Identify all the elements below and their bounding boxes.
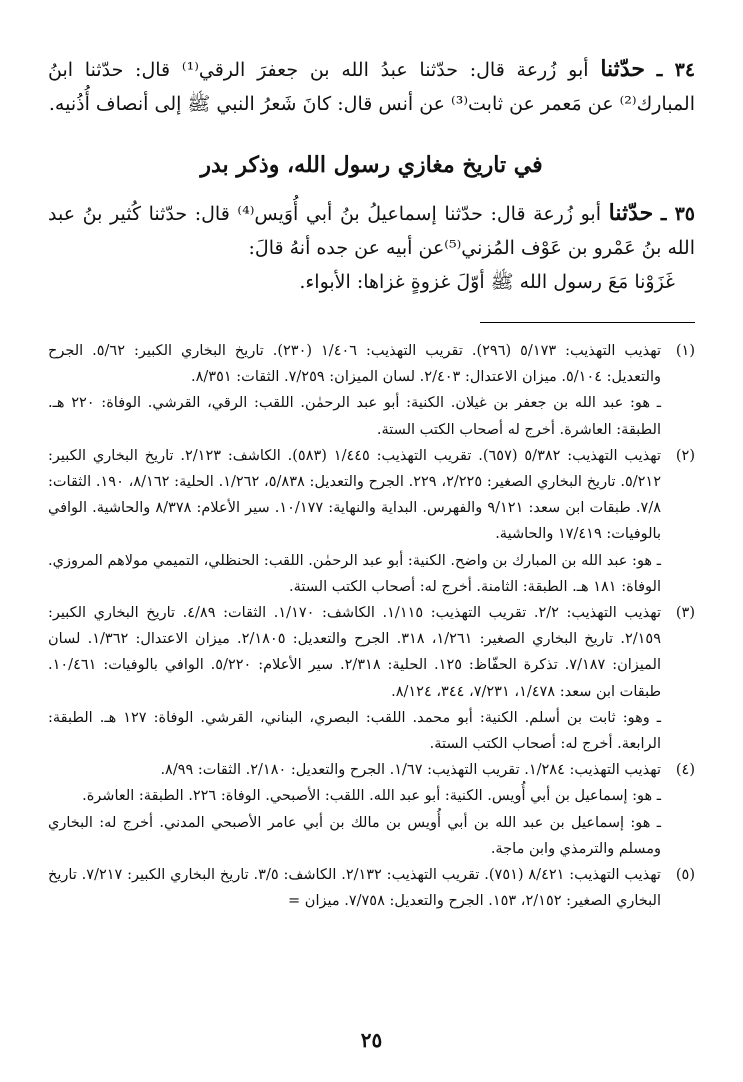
footnote-5: [48, 862, 695, 914]
hadith-quote: غَزَوْنا مَعَ رسول الله ﷺ أوّلَ غزوةٍ غزاها: الأبواء.: [299, 271, 675, 293]
hadith-number: ٣٤ ـ: [656, 59, 696, 81]
footnote-2: [48, 443, 695, 548]
footnote-mark: (١): [675, 343, 695, 359]
hadith-number: ٣٥ ـ: [660, 203, 696, 225]
hadith-35: [48, 196, 695, 299]
footnote-note: ـ هو: عبد الله بن المبارك بن واضح. الكنية: أبو عبد الرحمٰن. اللقب: الحنظلي، التميمي مولاهم المروزي. الوفاة: ١٨١ هـ. الطبقة: الثامنة. أخرج له: أصحاب الكتب الستة.: [48, 552, 661, 595]
hadith-text: أبو زُرعة قال: حدّثنا إسماعيلُ بنُ أبي أُوَيس⁽⁴⁾ قال: حدّثنا كُثير بنُ عبد الله بنُ عَمْرو بن عَوْف المُزني⁽⁵⁾عن أبيه عن جده أنهُ قالَ:: [48, 203, 695, 259]
hadith-text: أبو زُرعة قال: حدّثنا عبدُ الله بن جعفرَ الرقي⁽¹⁾ قال: حدّثنا ابنُ المبارك⁽²⁾ عن مَعمر عن ثابت⁽³⁾ عن أنس قال: كانَ شَعرُ النبي ﷺ إلى أنصاف أُذُنيه.: [48, 59, 695, 115]
footnote-mark: (٣): [675, 605, 695, 622]
footnote-text: تهذيب التهذيب: ٢/٢. تقريب التهذيب: ١/١١٥. الكاشف: ١/١٧٠. الثقات: ٤/٨٩. تاريخ البخاري الكبير: ٢/١٥٩. تاريخ البخاري الصغير: ١/٢٦١، ٣١٨. الجرح والتعديل: ٢/١٨٠٥. ميزان الاعتدال: ١/٣٦٢. لسان الميزان: ٧/١٨٧. تذكرة الحفّاظ: ١٢٥. الحلية: ٢/٣١٨. سير الأعلام: ٥/٢٢٠. الوافي بالوفيات: ١٠/٤٦١. طبقات ابن سعد: ١/٤٧٨، ٧/٢٣١، ٣٤٤، ٨/١٢٤.: [48, 605, 661, 700]
hadith-34: [48, 52, 695, 121]
hadith-lead-word: حدّثنا: [600, 56, 645, 82]
document-page: [48, 0, 695, 1082]
footnote-mark: (٤): [675, 762, 695, 779]
footnote-4: [48, 757, 695, 783]
footnote-text: تهذيب التهذيب: ٥/٣٨٢ (٦٥٧). تقريب التهذيب: ١/٤٤٥ (٥٨٣). الكاشف: ٢/١٢٣. تاريخ البخاري الكبير: ٥/٢١٢. تاريخ البخاري الصغير: ٢/٢٢٥، ٢٢٩. الجرح والتعديل: ٥/٨٣٨، ١/٢٦٢. الحلية: ٨/١٦٢، ١٩٠. الثقات: ٧/٨. طبقات ابن سعد: ٩/١٢١ والفهرس. البداية والنهاية: ١٠/١٧٧. سير الأعلام: ٨/٣٧٨ والحاشية. الوافي بالوفيات: ١٧/٤١٩ والحاشية.: [48, 447, 661, 543]
section-heading: في تاريخ مغازي رسول الله، وذكر بدر: [200, 152, 543, 178]
footnote-text: تهذيب التهذيب: ١/٢٨٤. تقريب التهذيب: ١/٦٧. الجرح والتعديل: ٢/١٨٠. الثقات: ٨/٩٩.: [160, 762, 661, 779]
footnote-mark: (٥): [675, 867, 695, 884]
footnote-1: [48, 338, 695, 390]
footnote-text: تهذيب التهذيب: ٥/١٧٣ (٢٩٦). تقريب التهذيب: ١/٤٠٦ (٢٣٠). تاريخ البخاري الكبير: ٥/٦٢. الجرح والتعديل: ٥/١٠٤. ميزان الاعتدال: ٢/٤٠٣. لسان الميزان: ٧/٢٥٩. الثقات: ٨/٣٥١.: [48, 343, 661, 386]
footnote-note: ـ هو: إسماعيل بن أبي أُويس. الكنية: أبو عبد الله. اللقب: الأصبحي. الوفاة: ٢٢٦. الطبقة: العاشرة.: [82, 788, 661, 805]
page-number: ٢٥: [360, 1028, 383, 1052]
hadith-lead-word: حدّثنا: [608, 200, 654, 226]
footnotes: [48, 338, 695, 914]
footnote-mark: (٢): [675, 447, 695, 464]
footnote-note: ـ هو: إسماعيل بن عبد الله بن أبي أُويس بن مالك بن أبي عامر الأصبحي المدني. أخرج له: البخاري ومسلم والترمذي وابن ماجة.: [48, 814, 661, 857]
footnote-note: ـ هو: عبد الله بن جعفر بن غيلان. الكنية: أبو عبد الرحمٰن. اللقب: الرقي، القرشي. الوفاة: ٢٢٠ هـ. الطبقة: العاشرة. أخرج له أصحاب الكتب الستة.: [48, 395, 661, 438]
footnote-3: [48, 600, 695, 705]
footnote-note: ـ وهو: ثابت بن أسلم. الكنية: أبو محمد. اللقب: البصري، البناني، القرشي. الوفاة: ١٢٧ هـ. الطبقة: الرابعة. أخرج له: أصحاب الكتب الستة.: [48, 709, 661, 753]
footnote-text: تهذيب التهذيب: ٨/٤٢١ (٧٥١). تقريب التهذيب: ٢/١٣٢. الكاشف: ٣/٥. تاريخ البخاري الكبير: ٧/٢١٧. تاريخ البخاري الصغير: ٢/١٥٢، ١٥٣. الجرح والتعديل: ٧/٧٥٨. ميزان =: [48, 867, 661, 910]
footnote-separator: [480, 322, 695, 323]
